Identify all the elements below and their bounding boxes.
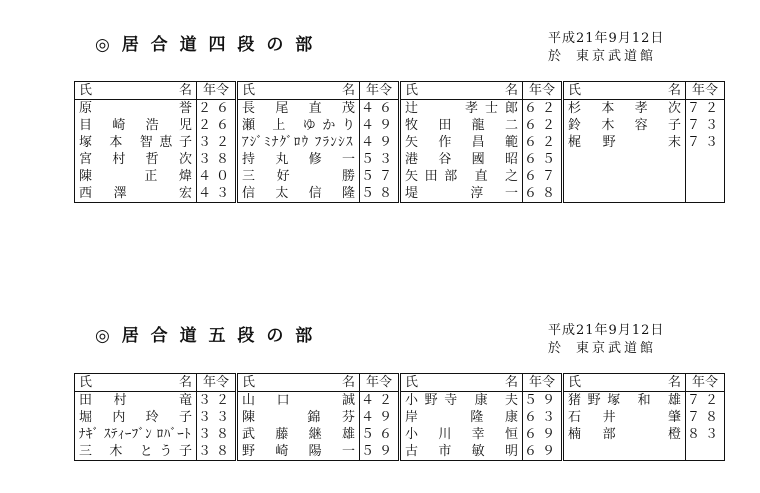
table-row — [75, 392, 725, 410]
participant-age: ６７ — [523, 168, 563, 185]
participant-name: 梶 野 末 — [563, 134, 686, 151]
name-header: 氏 名 — [563, 374, 686, 392]
participant-name: 古 市 敏 明 — [400, 443, 523, 461]
age-header: 年令 — [686, 374, 725, 392]
participant-age: ６９ — [523, 426, 563, 443]
participant-age: ３３ — [197, 409, 237, 426]
participant-name — [563, 151, 686, 168]
participant-age — [686, 443, 725, 461]
participant-name: 堀 内 玲 子 — [79, 410, 192, 425]
participant-age: ４９ — [360, 117, 400, 134]
table-row — [75, 185, 725, 203]
participant-name: 陳 錦 芬 — [237, 409, 360, 426]
table-row — [75, 168, 725, 185]
age-header: 年令 — [686, 82, 725, 100]
date-text: 平成21年9月12日 — [548, 31, 665, 46]
participant-name: 塚 本 智恵子 — [79, 135, 192, 150]
table-row — [75, 134, 725, 151]
participant-name: 瀬 上 ゆかり — [237, 117, 360, 134]
table-row — [75, 409, 725, 426]
participant-age — [686, 185, 725, 203]
participant-name: 武 藤 継 雄 — [237, 426, 360, 443]
age-header: 年令 — [197, 82, 237, 100]
table-header-row — [75, 82, 725, 100]
participant-name — [563, 168, 686, 185]
participant-name: 宮 村 哲 次 — [79, 152, 192, 167]
table-header-row — [75, 374, 725, 392]
participant-age: ７３ — [686, 135, 723, 150]
date-text: 平成21年9月12日 — [548, 323, 665, 338]
participant-name: 石 井 肇 — [563, 409, 686, 426]
participant-name: 三 木 とう子 — [79, 444, 192, 459]
results-table — [74, 373, 725, 461]
venue-prefix: 於 — [548, 49, 563, 64]
participant-age: ７２ — [686, 101, 723, 116]
results-table — [74, 81, 725, 203]
name-header: 氏 名 — [237, 82, 360, 100]
name-header: 氏 名 — [400, 374, 523, 392]
participant-age: ２６ — [197, 100, 237, 118]
age-header: 年令 — [360, 82, 400, 100]
table-row — [75, 426, 725, 443]
participant-age: ６８ — [523, 185, 563, 203]
participant-name: 矢 作 昌 範 — [400, 134, 523, 151]
name-header: 氏 名 — [563, 82, 686, 100]
participant-age: ５７ — [360, 168, 400, 185]
participant-name: 山 口 誠 — [237, 392, 360, 410]
participant-name: 目 崎 浩 児 — [79, 118, 192, 133]
participant-name: 小野寺 康 夫 — [400, 392, 523, 410]
participant-age: ３８ — [197, 443, 237, 461]
participant-age: ４３ — [197, 185, 237, 203]
participant-name: 原 誉 — [79, 101, 192, 116]
participant-age: ７３ — [686, 118, 723, 133]
participant-age: ５９ — [360, 443, 400, 461]
participant-age: ４２ — [360, 392, 400, 410]
participant-name: ﾅｷﾞ ｽﾃｨｰﾌﾞﾝ ﾛﾊﾞｰﾄ — [79, 427, 192, 442]
participant-age — [686, 168, 725, 185]
age-header: 年令 — [523, 82, 563, 100]
participant-name: 三 好 勝 — [237, 168, 360, 185]
participant-age: ４９ — [360, 409, 400, 426]
venue-name: 東京武道館 — [576, 49, 657, 64]
section-title: ◎ 居 合 道 四 段 の 部 — [95, 35, 316, 55]
participant-name: 小 川 幸 恒 — [400, 426, 523, 443]
venue-prefix: 於 — [548, 341, 563, 356]
name-header: 氏 名 — [75, 82, 197, 100]
participant-age: ８３ — [686, 427, 723, 442]
table-row — [75, 100, 725, 118]
section-title: ◎ 居 合 道 五 段 の 部 — [95, 326, 316, 346]
name-header: 氏 名 — [237, 374, 360, 392]
participant-name — [563, 443, 686, 461]
participant-age: ４６ — [360, 100, 400, 118]
participant-age: ３８ — [197, 151, 237, 168]
table-row — [75, 151, 725, 168]
venue-name: 東京武道館 — [576, 341, 657, 356]
participant-name: 港 谷 國 昭 — [400, 151, 523, 168]
name-header: 氏 名 — [75, 374, 197, 392]
age-header: 年令 — [360, 374, 400, 392]
participant-age: ３８ — [197, 426, 237, 443]
participant-name: 信 太 信 隆 — [237, 185, 360, 203]
table-row — [75, 443, 725, 461]
participant-name: 牧 田 龍 二 — [400, 117, 523, 134]
participant-name: 矢田部 直 之 — [400, 168, 523, 185]
participant-name: 田 村 竜 — [79, 393, 192, 408]
age-header: 年令 — [523, 374, 563, 392]
participant-name: 岸 隆 康 — [400, 409, 523, 426]
name-header: 氏 名 — [400, 82, 523, 100]
participant-age: ３２ — [197, 392, 237, 410]
participant-name: 辻 孝士郎 — [400, 100, 523, 118]
participant-age: ５８ — [360, 185, 400, 203]
venue-text — [548, 45, 656, 64]
participant-name: 鈴 木 容 子 — [563, 117, 686, 134]
participant-age: ６９ — [523, 443, 563, 461]
participant-name: 持 丸 修 一 — [237, 151, 360, 168]
participant-name: 野 崎 陽 一 — [237, 443, 360, 461]
participant-age: ５３ — [360, 151, 400, 168]
venue-text — [548, 337, 656, 356]
participant-age: ７２ — [686, 393, 723, 408]
participant-age: ６２ — [523, 134, 563, 151]
participant-name — [563, 185, 686, 203]
participant-age: ７８ — [686, 410, 723, 425]
participant-age: ６２ — [523, 100, 563, 118]
participant-age: ４９ — [360, 134, 400, 151]
participant-age: ２６ — [197, 117, 237, 134]
participant-name: 杉 本 孝 次 — [563, 100, 686, 118]
participant-name: 猪野塚 和 雄 — [563, 392, 686, 410]
table-row — [75, 117, 725, 134]
participant-age: ４０ — [197, 168, 237, 185]
age-header: 年令 — [197, 374, 237, 392]
participant-name: 堤 淳 一 — [400, 185, 523, 203]
participant-age: ６５ — [523, 151, 563, 168]
participant-name: 陳 正 煒 — [79, 169, 192, 184]
participant-name: 西 澤 宏 — [79, 186, 192, 201]
participant-age: ３２ — [197, 134, 237, 151]
participant-name: 楠 部 橙 — [563, 426, 686, 443]
participant-age: ５６ — [360, 426, 400, 443]
participant-age: ６２ — [523, 117, 563, 134]
participant-name: 長 尾 直 茂 — [237, 100, 360, 118]
participant-name: ｱｼﾞﾐﾅｸﾞﾛｳ ﾌﾗﾝｼｽ — [237, 134, 360, 151]
participant-age: ５９ — [523, 392, 563, 410]
participant-age — [686, 151, 725, 168]
participant-age: ６３ — [523, 409, 563, 426]
